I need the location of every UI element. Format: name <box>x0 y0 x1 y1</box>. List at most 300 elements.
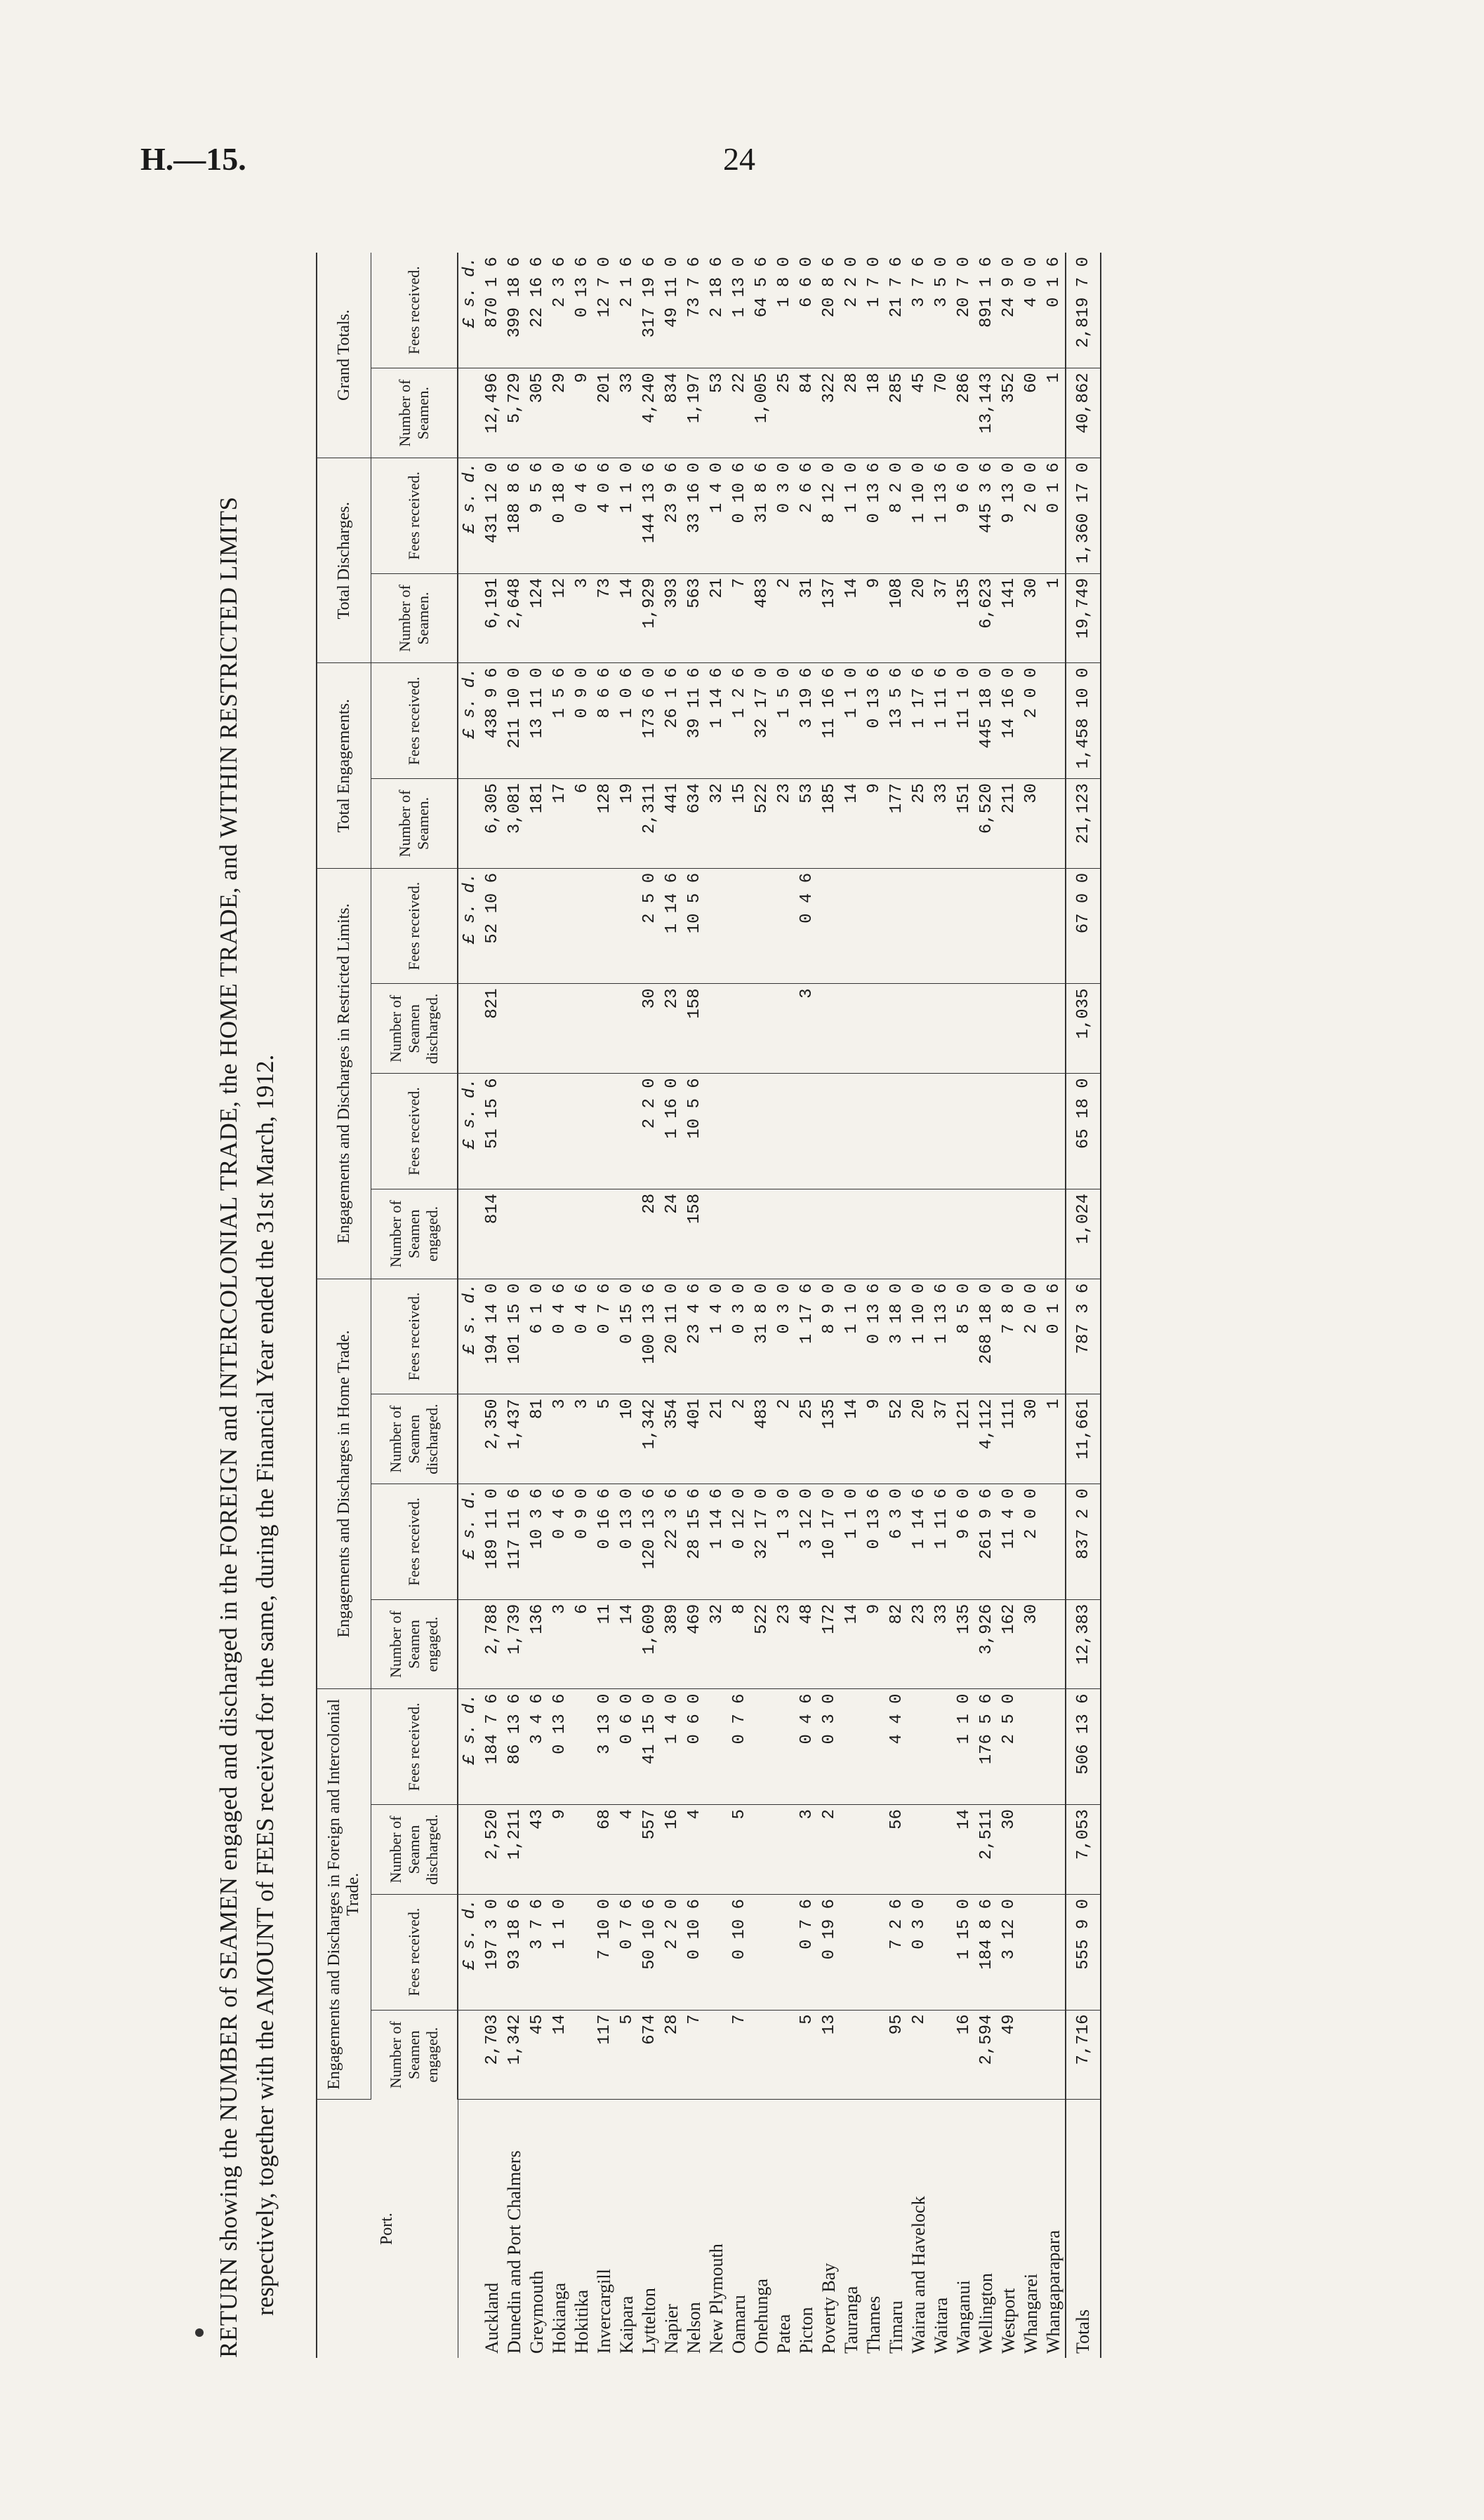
fees-cell <box>1042 1689 1066 1805</box>
fees-cell: 0 3 0 <box>773 1279 795 1394</box>
port-name: Tauranga <box>841 2286 861 2354</box>
port-name: Napier <box>661 2304 682 2354</box>
fees-cell: 33 16 0 <box>683 458 705 574</box>
col-header-engaged: Number of Seamen engaged. <box>371 2010 458 2100</box>
fees-cell <box>885 868 908 984</box>
table-row <box>571 253 593 2358</box>
seamen-count-cell: 33 <box>616 368 638 458</box>
fees-cell: 3 5 0 <box>930 253 953 368</box>
fees-cell: 1 4 0 <box>705 458 728 574</box>
fees-cell: 0 7 6 <box>616 1894 638 2010</box>
seamen-count-cell: 2 <box>818 1805 840 1895</box>
fees-cell <box>998 868 1020 984</box>
seamen-count-cell: 56 <box>885 1805 908 1895</box>
fees-cell: 9 13 0 <box>998 458 1020 574</box>
fees-cell: 4 4 0 <box>885 1689 908 1805</box>
page-header <box>0 140 1484 182</box>
fees-cell <box>863 868 885 984</box>
fees-cell: 0 4 6 <box>571 1279 593 1394</box>
seamen-count-cell: 9 <box>863 1394 885 1484</box>
fees-cell <box>975 1074 998 1189</box>
seamen-count-cell: 834 <box>661 368 683 458</box>
fees-cell: 0 10 6 <box>728 458 750 574</box>
fees-cell: 8 6 6 <box>593 663 616 779</box>
fees-cell: 399 18 6 <box>503 253 526 368</box>
fees-cell: 3 19 6 <box>795 663 818 779</box>
seamen-count-cell: 3 <box>795 1805 818 1895</box>
seamen-count-cell <box>1020 984 1042 1074</box>
fees-cell: 1 4 0 <box>661 1689 683 1805</box>
fees-cell: 0 3 0 <box>818 1689 840 1805</box>
fees-cell: 64 5 6 <box>750 253 773 368</box>
seamen-count-cell: 4,240 <box>638 368 661 458</box>
fees-cell: 2 3 6 <box>548 253 571 368</box>
fees-cell: 1 1 0 <box>548 1894 571 2010</box>
seamen-count-cell <box>818 984 840 1074</box>
fees-cell: 10 5 6 <box>683 868 705 984</box>
seamen-count-cell: 45 <box>908 368 930 458</box>
fees-cell <box>1042 1484 1066 1600</box>
fees-cell: 13 11 0 <box>526 663 548 779</box>
table-row <box>1042 253 1066 2358</box>
seamen-count-cell: 49 <box>998 2010 1020 2100</box>
group-header-row <box>317 253 371 2358</box>
fees-cell: 2 0 0 <box>1020 1279 1042 1394</box>
fees-cell: 0 4 6 <box>571 458 593 574</box>
seamen-count-cell: 21 <box>705 1394 728 1484</box>
total-fees-cell: 2,819 7 0 <box>1066 253 1101 368</box>
fees-cell: 0 4 6 <box>548 1279 571 1394</box>
seamen-count-cell <box>571 1189 593 1279</box>
fees-cell <box>1042 1074 1066 1189</box>
seamen-count-cell: 33 <box>930 1599 953 1689</box>
fees-cell <box>548 868 571 984</box>
seamen-count-cell: 2,648 <box>503 573 526 663</box>
fees-cell: 12 7 0 <box>593 253 616 368</box>
document-id: H.—15. <box>140 141 246 177</box>
seamen-count-cell: 73 <box>593 573 616 663</box>
seamen-count-cell: 9 <box>571 368 593 458</box>
seamen-count-cell: 45 <box>526 2010 548 2100</box>
seamen-count-cell: 1,929 <box>638 573 661 663</box>
seamen-count-cell <box>998 984 1020 1074</box>
table-row <box>705 253 728 2358</box>
fees-cell <box>818 868 840 984</box>
table-row <box>840 253 863 2358</box>
fees-cell: 3 12 0 <box>998 1894 1020 2010</box>
seamen-count-cell: 32 <box>705 1599 728 1689</box>
seamen-count-cell: 1,342 <box>503 2010 526 2100</box>
fees-cell <box>750 868 773 984</box>
seamen-count-cell <box>705 2010 728 2100</box>
fees-cell: 261 9 6 <box>975 1484 998 1600</box>
fees-cell <box>908 1689 930 1805</box>
seamen-count-cell: 2,703 <box>481 2010 503 2100</box>
col-header-fees: Fees received. <box>371 663 458 779</box>
seamen-count-cell: 352 <box>998 368 1020 458</box>
fees-cell: 0 9 0 <box>571 1484 593 1600</box>
seamen-count-cell <box>1020 2010 1042 2100</box>
total-seamen-cell: 1,035 <box>1066 984 1101 1074</box>
fees-cell: 1 1 0 <box>840 1279 863 1394</box>
port-name: Patea <box>774 2314 794 2354</box>
seamen-count-cell <box>1020 1805 1042 1895</box>
fees-cell: 211 10 0 <box>503 663 526 779</box>
fees-cell <box>998 1074 1020 1189</box>
fees-cell: 13 5 6 <box>885 663 908 779</box>
fees-cell: 11 16 6 <box>818 663 840 779</box>
seamen-count-cell <box>503 984 526 1074</box>
fees-cell <box>750 1074 773 1189</box>
seamen-count-cell <box>1042 984 1066 1074</box>
fees-cell: 20 7 0 <box>953 253 975 368</box>
total-discharges-header: Total Discharges. <box>317 458 371 663</box>
port-name: Wellington <box>976 2273 996 2354</box>
fees-cell: 188 8 6 <box>503 458 526 574</box>
seamen-count-cell: 3 <box>795 984 818 1074</box>
port-name: Hokianga <box>549 2282 569 2354</box>
fees-cell: 0 3 0 <box>728 1279 750 1394</box>
fees-cell: 0 13 6 <box>863 663 885 779</box>
seamen-count-cell <box>885 984 908 1074</box>
seamen-count-cell: 12,496 <box>481 368 503 458</box>
fees-cell: 2 2 0 <box>840 253 863 368</box>
seamen-count-cell: 2,594 <box>975 2010 998 2100</box>
seamen-count-cell: 43 <box>526 1805 548 1895</box>
col-header-discharged: Number of Seamen discharged. <box>371 1394 458 1484</box>
seamen-count-cell: 23 <box>773 1599 795 1689</box>
fees-cell: 0 18 0 <box>548 458 571 574</box>
fees-cell: 7 8 0 <box>998 1279 1020 1394</box>
seamen-count-cell: 30 <box>1020 779 1042 869</box>
seamen-count-cell <box>616 1189 638 1279</box>
fees-cell: 24 9 0 <box>998 253 1020 368</box>
seamen-count-cell <box>1042 1189 1066 1279</box>
fees-cell: 1 0 6 <box>616 663 638 779</box>
fees-cell: 2 18 6 <box>705 253 728 368</box>
fees-cell: 0 19 6 <box>818 1894 840 2010</box>
unit-row <box>458 253 481 2358</box>
fees-cell: 1 13 6 <box>930 1279 953 1394</box>
seamen-count-cell: 5 <box>593 1394 616 1484</box>
seamen-count-cell: 21 <box>705 573 728 663</box>
total-seamen-cell: 7,053 <box>1066 1805 1101 1895</box>
port-name: Whangarei <box>1021 2273 1041 2354</box>
seamen-count-cell: 29 <box>548 368 571 458</box>
fees-cell <box>705 1689 728 1805</box>
fees-cell: 1 1 0 <box>840 1484 863 1600</box>
seamen-count-cell <box>593 984 616 1074</box>
unit-label: £ s. d. <box>458 1484 481 1600</box>
seamen-count-cell <box>840 1189 863 1279</box>
table-row <box>773 253 795 2358</box>
seamen-count-cell: 32 <box>705 779 728 869</box>
seamen-count-cell <box>728 1189 750 1279</box>
seamen-count-cell: 14 <box>953 1805 975 1895</box>
seamen-count-cell <box>1042 1599 1066 1689</box>
fees-cell <box>593 1074 616 1189</box>
seamen-count-cell: 81 <box>526 1394 548 1484</box>
fees-cell: 7 10 0 <box>593 1894 616 2010</box>
seamen-count-cell: 28 <box>840 368 863 458</box>
fees-cell <box>840 1074 863 1189</box>
port-name: Invercargill <box>594 2269 614 2354</box>
seamen-count-cell: 111 <box>998 1394 1020 1484</box>
port-name: Kaipara <box>616 2295 637 2354</box>
seamen-count-cell <box>818 1189 840 1279</box>
seamen-count-cell: 24 <box>661 1189 683 1279</box>
seamen-count-cell: 95 <box>885 2010 908 2100</box>
seamen-count-cell: 634 <box>683 779 705 869</box>
fees-cell: 1 11 6 <box>930 663 953 779</box>
fees-cell: 0 13 6 <box>548 1689 571 1805</box>
seamen-count-cell: 37 <box>930 1394 953 1484</box>
table-row <box>930 253 953 2358</box>
port-name: Greymouth <box>526 2270 547 2354</box>
fees-cell <box>1020 1689 1042 1805</box>
port-name: Timaru <box>886 2300 906 2354</box>
fees-cell: 2 6 6 <box>795 458 818 574</box>
fees-cell: 268 18 0 <box>975 1279 998 1394</box>
seamen-count-cell: 6 <box>571 779 593 869</box>
fees-cell: 11 4 0 <box>998 1484 1020 1600</box>
seamen-count-cell: 9 <box>863 779 885 869</box>
fees-cell <box>840 868 863 984</box>
unit-label: £ s. d. <box>458 1279 481 1394</box>
seamen-count-cell: 821 <box>481 984 503 1074</box>
fees-cell: 22 16 6 <box>526 253 548 368</box>
seamen-count-cell: 181 <box>526 779 548 869</box>
total-seamen-cell: 7,716 <box>1066 2010 1101 2100</box>
seamen-count-cell: 53 <box>705 368 728 458</box>
seamen-count-cell: 30 <box>1020 1599 1042 1689</box>
seamen-count-cell: 2,350 <box>481 1394 503 1484</box>
table-row <box>661 253 683 2358</box>
seamen-count-cell <box>773 1189 795 1279</box>
fees-cell <box>930 1689 953 1805</box>
total-fees-cell: 555 9 0 <box>1066 1894 1101 2010</box>
fees-cell <box>548 1074 571 1189</box>
fees-cell: 50 10 6 <box>638 1894 661 2010</box>
port-header: Port. <box>317 2100 458 2358</box>
seamen-count-cell: 11 <box>593 1599 616 1689</box>
fees-cell <box>863 1894 885 2010</box>
fees-cell <box>863 1074 885 1189</box>
seamen-count-cell: 13,143 <box>975 368 998 458</box>
fees-cell <box>953 1074 975 1189</box>
seamen-count-cell <box>1042 779 1066 869</box>
fees-cell: 3 12 0 <box>795 1484 818 1600</box>
seamen-count-cell: 30 <box>998 1805 1020 1895</box>
fees-cell: 10 5 6 <box>683 1074 705 1189</box>
fees-cell <box>1020 868 1042 984</box>
table-row <box>975 253 998 2358</box>
fees-cell: 21 7 6 <box>885 253 908 368</box>
seamen-count-cell: 6,305 <box>481 779 503 869</box>
col-header-fees: Fees received. <box>371 253 458 368</box>
seamen-count-cell: 469 <box>683 1599 705 1689</box>
seamen-count-cell: 7 <box>683 2010 705 2100</box>
total-seamen-cell: 19,749 <box>1066 573 1101 663</box>
fees-cell: 32 17 0 <box>750 663 773 779</box>
seamen-count-cell: 25 <box>908 779 930 869</box>
fees-cell: 73 7 6 <box>683 253 705 368</box>
port-name: New Plymouth <box>706 2244 727 2354</box>
seamen-count-cell: 201 <box>593 368 616 458</box>
fees-cell: 31 8 6 <box>750 458 773 574</box>
table-row <box>728 253 750 2358</box>
seamen-count-cell <box>863 2010 885 2100</box>
seamen-count-cell: 12 <box>548 573 571 663</box>
fees-cell: 0 9 0 <box>571 663 593 779</box>
col-header-seamen: Number of Seamen. <box>371 779 458 869</box>
seamen-count-cell <box>750 1805 773 1895</box>
port-name: Westport <box>998 2288 1019 2354</box>
seamen-count-cell: 4 <box>683 1805 705 1895</box>
seamen-count-cell <box>975 1189 998 1279</box>
seamen-count-cell <box>840 2010 863 2100</box>
fees-cell: 445 3 6 <box>975 458 998 574</box>
fees-cell: 20 8 6 <box>818 253 840 368</box>
fees-cell: 445 18 0 <box>975 663 998 779</box>
seamen-count-cell: 8 <box>728 1599 750 1689</box>
table-row <box>818 253 840 2358</box>
fees-cell: 194 14 0 <box>481 1279 503 1394</box>
fees-cell: 100 13 6 <box>638 1279 661 1394</box>
seamen-count-cell: 1 <box>1042 368 1066 458</box>
fees-cell: 0 15 0 <box>616 1279 638 1394</box>
fees-cell: 23 4 6 <box>683 1279 705 1394</box>
fees-cell <box>503 868 526 984</box>
fees-cell: 9 6 0 <box>953 1484 975 1600</box>
seamen-count-cell: 22 <box>728 368 750 458</box>
seamen-count-cell: 158 <box>683 984 705 1074</box>
fees-cell: 9 5 6 <box>526 458 548 574</box>
seamen-count-cell: 285 <box>885 368 908 458</box>
seamen-count-cell: 2 <box>728 1394 750 1484</box>
table-row <box>683 253 705 2358</box>
seamen-count-cell <box>571 984 593 1074</box>
seamen-count-cell: 1 <box>1042 573 1066 663</box>
seamen-count-cell: 6 <box>571 1599 593 1689</box>
fees-cell: 1 16 0 <box>661 1074 683 1189</box>
seamen-count-cell <box>773 984 795 1074</box>
col-header-fees: Fees received. <box>371 1894 458 2010</box>
table-title: RETURN showing the NUMBER of SEAMEN engaged and discharged in the FOREIGN and INTERCOLONIAL TRADE, the HOME TRADE, and WITHIN RESTRICTED LIMITS <box>215 496 242 2358</box>
fees-cell: 0 13 0 <box>616 1484 638 1600</box>
fees-cell: 0 4 6 <box>795 1689 818 1805</box>
fees-cell <box>571 1074 593 1189</box>
seamen-count-cell <box>930 1805 953 1895</box>
rotated-return-table <box>211 225 1264 2372</box>
fees-cell: 0 10 6 <box>728 1894 750 2010</box>
seamen-count-cell: 82 <box>885 1599 908 1689</box>
fees-cell: 41 15 0 <box>638 1689 661 1805</box>
seamen-count-cell: 286 <box>953 368 975 458</box>
fees-cell <box>930 1894 953 2010</box>
fees-cell: 431 12 0 <box>481 458 503 574</box>
fees-cell <box>953 868 975 984</box>
port-name: Wairau and Havelock <box>908 2196 929 2354</box>
fees-cell <box>526 1074 548 1189</box>
col-header-fees: Fees received. <box>371 458 458 574</box>
seamen-count-cell: 124 <box>526 573 548 663</box>
fees-cell: 189 11 0 <box>481 1484 503 1600</box>
fees-cell: 0 13 6 <box>863 1484 885 1600</box>
col-header-engaged: Number of Seamen engaged. <box>371 1599 458 1689</box>
seamen-count-cell <box>728 984 750 1074</box>
seamen-count-cell <box>1042 1805 1066 1895</box>
fees-cell: 4 0 6 <box>593 458 616 574</box>
fees-cell <box>840 1689 863 1805</box>
seamen-count-cell: 172 <box>818 1599 840 1689</box>
fees-cell: 8 12 0 <box>818 458 840 574</box>
seamen-count-cell: 19 <box>616 779 638 869</box>
fees-cell: 0 6 0 <box>683 1689 705 1805</box>
fees-cell: 0 4 6 <box>548 1484 571 1600</box>
fees-cell <box>705 1074 728 1189</box>
seamen-count-cell: 151 <box>953 779 975 869</box>
totals-row <box>1066 253 1101 2358</box>
fees-cell: 0 10 6 <box>683 1894 705 2010</box>
seamen-count-cell <box>863 984 885 1074</box>
table-row <box>863 253 885 2358</box>
seamen-count-cell: 68 <box>593 1805 616 1895</box>
col-header-seamen: Number of Seamen. <box>371 573 458 663</box>
fees-cell: 1 15 0 <box>953 1894 975 2010</box>
fees-cell: 0 3 0 <box>773 458 795 574</box>
fees-cell: 7 2 6 <box>885 1894 908 2010</box>
fees-cell: 120 13 6 <box>638 1484 661 1600</box>
fees-cell: 1 17 6 <box>795 1279 818 1394</box>
fees-cell: 1 13 6 <box>930 458 953 574</box>
table-row <box>953 253 975 2358</box>
grand-totals-header: Grand Totals. <box>317 253 371 458</box>
seamen-count-cell: 108 <box>885 573 908 663</box>
table-row <box>885 253 908 2358</box>
fees-cell: 6 6 0 <box>795 253 818 368</box>
seamen-count-cell: 14 <box>616 1599 638 1689</box>
port-name: Whangaparapara <box>1043 2229 1064 2354</box>
fees-cell: 0 16 6 <box>593 1484 616 1600</box>
fees-cell: 1 1 0 <box>840 458 863 574</box>
fees-cell: 2 0 0 <box>1020 663 1042 779</box>
fees-cell: 10 3 6 <box>526 1484 548 1600</box>
seamen-count-cell: 2 <box>773 1394 795 1484</box>
fees-cell: 0 7 6 <box>795 1894 818 2010</box>
fees-cell: 10 17 0 <box>818 1484 840 1600</box>
fees-cell <box>503 1074 526 1189</box>
seamen-count-cell <box>930 984 953 1074</box>
seamen-count-cell: 1 <box>1042 1394 1066 1484</box>
seamen-count-cell: 401 <box>683 1394 705 1484</box>
seamen-count-cell: 393 <box>661 573 683 663</box>
fees-cell: 8 9 0 <box>818 1279 840 1394</box>
seamen-count-cell: 18 <box>863 368 885 458</box>
port-name: Oamaru <box>729 2295 749 2354</box>
fees-cell: 3 13 0 <box>593 1689 616 1805</box>
seamen-count-cell: 10 <box>616 1394 638 1484</box>
fees-cell: 0 4 6 <box>795 868 818 984</box>
seamen-count-cell: 31 <box>795 573 818 663</box>
fees-cell: 0 1 6 <box>1042 458 1066 574</box>
fees-cell <box>773 1689 795 1805</box>
table-row <box>503 253 526 2358</box>
seamen-count-cell: 117 <box>593 2010 616 2100</box>
seamen-count-cell: 23 <box>773 779 795 869</box>
seamen-count-cell: 9 <box>863 573 885 663</box>
fees-cell <box>616 868 638 984</box>
